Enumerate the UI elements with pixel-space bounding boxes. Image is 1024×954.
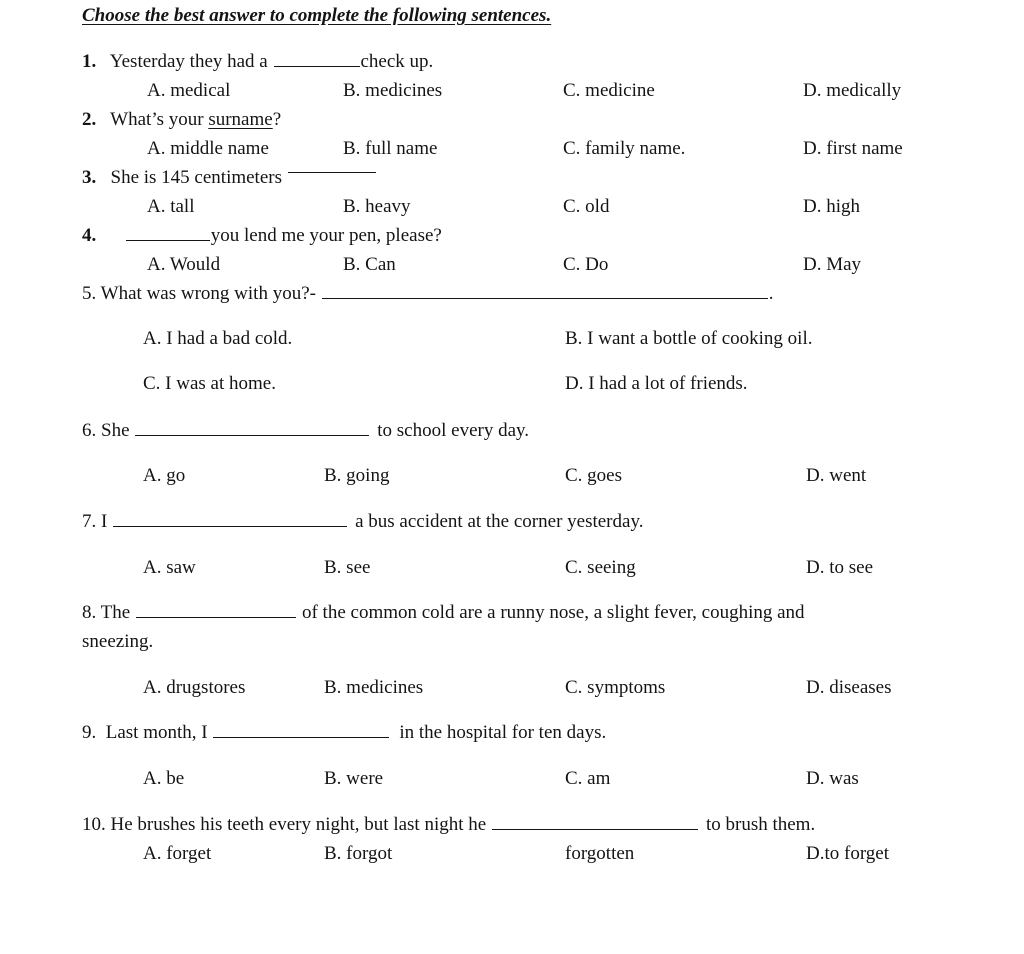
option-a[interactable]: A. Would: [147, 254, 221, 275]
option-c[interactable]: forgotten: [565, 843, 635, 864]
option-b[interactable]: B. I want a bottle of cooking oil.: [565, 328, 813, 349]
question-number: 6.: [82, 420, 97, 441]
option-c[interactable]: C. Do: [563, 254, 609, 275]
answer-blank[interactable]: [135, 421, 369, 436]
question-5: [82, 284, 773, 303]
option-b[interactable]: B. Can: [343, 254, 396, 275]
option-b[interactable]: B. medicines: [324, 677, 424, 698]
question-number: 10.: [82, 814, 106, 835]
question-text: you lend me your pen, please?: [210, 225, 442, 246]
question-1: [82, 52, 433, 71]
option-a[interactable]: A. saw: [143, 557, 196, 578]
question-7: [82, 512, 643, 531]
question-text: She: [101, 420, 135, 441]
question-text: to school every day.: [377, 420, 530, 441]
option-c[interactable]: C. I was at home.: [143, 373, 276, 394]
question-number: 2.: [82, 109, 97, 130]
option-b[interactable]: B. were: [324, 768, 384, 789]
option-d[interactable]: D. went: [806, 465, 867, 486]
answer-blank[interactable]: [492, 815, 698, 830]
answer-blank[interactable]: [113, 512, 347, 527]
answer-blank[interactable]: [126, 226, 210, 241]
question-number: 9.: [82, 722, 97, 743]
option-c[interactable]: C. symptoms: [565, 677, 666, 698]
option-a[interactable]: A. I had a bad cold.: [143, 328, 293, 349]
option-d[interactable]: D. high: [803, 196, 860, 217]
question-text: Yesterday they had a: [109, 51, 273, 72]
option-c[interactable]: C. goes: [565, 465, 622, 486]
question-number: 1.: [82, 51, 97, 72]
question-text: a bus accident at the corner yesterday.: [355, 511, 644, 532]
question-number: 5.: [82, 283, 97, 304]
question-text: What’s your: [110, 109, 209, 130]
question-text: check up.: [360, 51, 434, 72]
question-text: .: [768, 283, 774, 304]
question-text: to brush them.: [705, 814, 816, 835]
question-number: 7.: [82, 511, 97, 532]
question-4: [82, 226, 442, 245]
option-d[interactable]: D. I had a lot of friends.: [565, 373, 748, 394]
question-text: She is 145 centimeters: [110, 167, 287, 188]
question-text: ?: [272, 109, 282, 130]
option-a[interactable]: A. forget: [143, 843, 212, 864]
answer-blank[interactable]: [136, 603, 296, 618]
option-b[interactable]: B. forgot: [324, 843, 393, 864]
option-d[interactable]: D. medically: [803, 80, 902, 101]
option-c[interactable]: C. am: [565, 768, 611, 789]
option-a[interactable]: A. go: [143, 465, 186, 486]
option-c[interactable]: C. seeing: [565, 557, 636, 578]
question-number: 4.: [82, 225, 97, 246]
option-b[interactable]: B. heavy: [343, 196, 411, 217]
question-number: 8.: [82, 602, 97, 623]
answer-blank[interactable]: [213, 723, 389, 738]
question-8-continuation: sneezing.: [82, 631, 154, 652]
option-b[interactable]: B. see: [324, 557, 371, 578]
question-text: in the hospital for ten days.: [399, 722, 607, 743]
question-6: [82, 421, 529, 440]
option-a[interactable]: A. middle name: [147, 138, 269, 159]
option-c[interactable]: C. medicine: [563, 80, 655, 101]
option-a[interactable]: A. medical: [147, 80, 231, 101]
option-b[interactable]: B. going: [324, 465, 390, 486]
option-d[interactable]: D. first name: [803, 138, 903, 159]
question-9: [82, 723, 606, 742]
question-10: [82, 815, 815, 834]
question-text: I: [101, 511, 113, 532]
option-d[interactable]: D. May: [803, 254, 862, 275]
question-number: 3.: [82, 167, 97, 188]
question-text: He brushes his teeth every night, but last night he: [110, 814, 491, 835]
underlined-word: surname: [208, 109, 273, 130]
answer-blank[interactable]: [322, 284, 768, 299]
question-text: The: [100, 602, 135, 623]
option-b[interactable]: B. full name: [343, 138, 438, 159]
answer-blank[interactable]: [274, 52, 360, 67]
question-2: [82, 110, 281, 129]
question-text: What was wrong with you?-: [100, 283, 321, 304]
page-title: Choose the best answer to complete the following sentences.: [82, 5, 552, 26]
question-8: [82, 603, 805, 622]
option-d[interactable]: D. diseases: [806, 677, 892, 698]
option-a[interactable]: A. be: [143, 768, 185, 789]
answer-blank[interactable]: [288, 158, 376, 173]
option-a[interactable]: A. drugstores: [143, 677, 246, 698]
question-3: [82, 168, 377, 187]
option-c[interactable]: C. old: [563, 196, 610, 217]
option-d[interactable]: D.to forget: [806, 843, 890, 864]
option-a[interactable]: A. tall: [147, 196, 195, 217]
option-b[interactable]: B. medicines: [343, 80, 443, 101]
question-text: Last month, I: [105, 722, 213, 743]
option-d[interactable]: D. was: [806, 768, 859, 789]
option-c[interactable]: C. family name.: [563, 138, 686, 159]
question-text: of the common cold are a runny nose, a slight fever, coughing and: [301, 602, 805, 623]
option-d[interactable]: D. to see: [806, 557, 874, 578]
